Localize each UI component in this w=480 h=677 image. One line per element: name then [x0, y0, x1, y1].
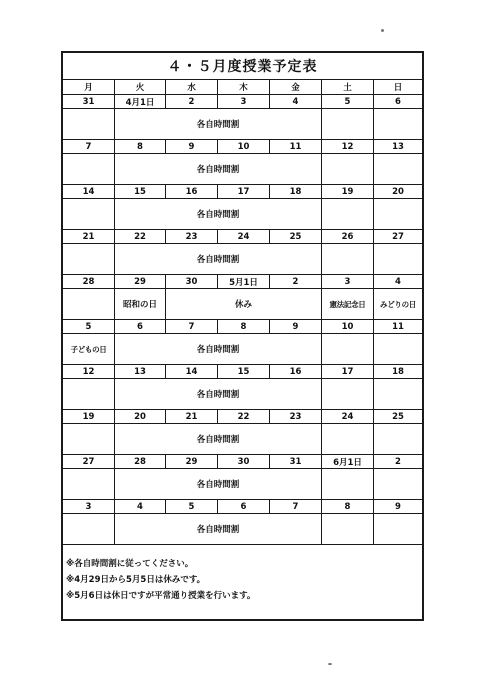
scan-speck: [381, 29, 384, 32]
empty-cell: [374, 154, 422, 184]
date-cell: 25: [270, 230, 322, 243]
date-cell: 4: [115, 500, 166, 513]
date-cell: 24: [322, 410, 374, 423]
date-cell: 13: [392, 141, 404, 152]
page-title: ４・５月度授業予定表: [63, 53, 422, 80]
date-cell: 28: [115, 455, 166, 468]
date-row: [63, 455, 422, 469]
date-cell: 3: [63, 500, 115, 513]
date-cell: 14: [63, 185, 115, 198]
date-cell: 5: [322, 95, 374, 108]
date-cell: 25: [392, 411, 404, 422]
weekday-label: 土: [322, 80, 374, 94]
empty-cell: [63, 109, 115, 139]
event-row: [63, 469, 422, 500]
empty-cell: [322, 424, 374, 454]
date-cell: 24: [218, 230, 270, 243]
schedule-sheet: [61, 51, 424, 621]
empty-cell: [374, 244, 422, 274]
date-cell: 15: [115, 185, 166, 198]
event-row: [63, 154, 422, 185]
class-schedule-cell: 各自時間割: [115, 109, 322, 139]
empty-cell: [63, 199, 115, 229]
date-cell: 31: [270, 455, 322, 468]
date-cell: 8: [218, 320, 270, 333]
event-row: [63, 244, 422, 275]
date-cell: 6: [218, 500, 270, 513]
empty-cell: [322, 514, 374, 544]
event-row: [63, 379, 422, 410]
date-cell: 14: [166, 365, 218, 378]
empty-cell: [322, 244, 374, 274]
empty-cell: [322, 154, 374, 184]
date-cell: 5月1日: [218, 275, 270, 288]
empty-cell: [63, 469, 115, 499]
empty-cell: [63, 289, 115, 319]
date-cell: 21: [166, 410, 218, 423]
class-schedule-cell: 各自時間割: [115, 424, 322, 454]
date-cell: 19: [322, 185, 374, 198]
empty-cell: [374, 424, 422, 454]
date-cell: 22: [218, 410, 270, 423]
event-row: [63, 109, 422, 140]
date-cell: 18: [270, 185, 322, 198]
date-row: [63, 185, 422, 199]
holiday-cell: 子どもの日: [63, 334, 115, 364]
date-cell: 23: [270, 410, 322, 423]
event-row: [63, 424, 422, 455]
class-schedule-cell: 休み: [166, 289, 322, 319]
holiday-cell: みどりの日: [380, 299, 416, 309]
date-cell: 8: [115, 140, 166, 153]
class-schedule-cell: 各自時間割: [115, 379, 322, 409]
date-cell: 20: [115, 410, 166, 423]
date-cell: 17: [218, 185, 270, 198]
empty-cell: [374, 334, 422, 364]
empty-cell: [63, 244, 115, 274]
date-cell: 8: [322, 500, 374, 513]
date-cell: 3: [322, 275, 374, 288]
empty-cell: [374, 469, 422, 499]
class-schedule-cell: 各自時間割: [115, 334, 322, 364]
date-cell: 6: [395, 96, 401, 107]
empty-cell: [322, 379, 374, 409]
date-row: [63, 500, 422, 514]
date-cell: 29: [166, 455, 218, 468]
date-cell: 5: [63, 320, 115, 333]
weekday-label: 月: [63, 80, 115, 94]
notes-section: [66, 556, 419, 604]
date-cell: 11: [392, 321, 404, 332]
empty-cell: [374, 514, 422, 544]
empty-cell: [63, 154, 115, 184]
class-schedule-cell: 各自時間割: [115, 469, 322, 499]
weekday-label: 木: [218, 80, 270, 94]
class-schedule-cell: 各自時間割: [115, 154, 322, 184]
date-cell: 9: [395, 501, 401, 512]
date-cell: 22: [115, 230, 166, 243]
scan-speck: [328, 663, 332, 665]
empty-cell: [374, 199, 422, 229]
date-cell: 18: [392, 366, 404, 377]
empty-cell: [374, 379, 422, 409]
empty-cell: [322, 199, 374, 229]
class-schedule-cell: 各自時間割: [115, 514, 322, 544]
event-row: [63, 514, 422, 545]
date-cell: 4: [270, 95, 322, 108]
date-cell: 27: [63, 455, 115, 468]
empty-cell: [322, 334, 374, 364]
event-row: [63, 289, 422, 320]
date-cell: 21: [63, 230, 115, 243]
date-cell: 12: [63, 365, 115, 378]
date-cell: 7: [166, 320, 218, 333]
holiday-cell: 昭和の日: [115, 289, 166, 319]
date-cell: 10: [218, 140, 270, 153]
date-row: [63, 230, 422, 244]
date-cell: 28: [63, 275, 115, 288]
class-schedule-cell: 各自時間割: [115, 199, 322, 229]
date-row: [63, 365, 422, 379]
empty-cell: [374, 109, 422, 139]
date-cell: 20: [392, 186, 404, 197]
date-cell: 4: [395, 276, 401, 287]
date-cell: 4月1日: [115, 95, 166, 108]
note-line: ※5月6日は休日ですが平常通り授業を行います。: [66, 591, 256, 601]
empty-cell: [322, 469, 374, 499]
date-cell: 2: [166, 95, 218, 108]
date-cell: 29: [115, 275, 166, 288]
date-row: [63, 410, 422, 424]
date-cell: 12: [322, 140, 374, 153]
date-cell: 17: [322, 365, 374, 378]
note-line: ※各自時間割に従ってください。: [66, 559, 194, 569]
date-cell: 13: [115, 365, 166, 378]
date-row: [63, 140, 422, 154]
weekday-label: 水: [166, 80, 218, 94]
weekday-label: 日: [393, 83, 403, 93]
date-cell: 6: [115, 320, 166, 333]
empty-cell: [63, 424, 115, 454]
date-cell: 26: [322, 230, 374, 243]
date-cell: 5: [166, 500, 218, 513]
date-cell: 9: [270, 320, 322, 333]
date-cell: 7: [63, 140, 115, 153]
date-cell: 30: [166, 275, 218, 288]
date-row: [63, 95, 422, 109]
weekday-label: 金: [270, 80, 322, 94]
date-cell: 19: [63, 410, 115, 423]
date-row: [63, 275, 422, 289]
date-row: [63, 320, 422, 334]
date-cell: 6月1日: [322, 455, 374, 468]
weekday-header-row: [63, 80, 422, 95]
date-cell: 31: [63, 95, 115, 108]
date-cell: 23: [166, 230, 218, 243]
date-cell: 15: [218, 365, 270, 378]
weekday-label: 火: [115, 80, 166, 94]
empty-cell: [63, 514, 115, 544]
class-schedule-cell: 各自時間割: [115, 244, 322, 274]
date-cell: 3: [218, 95, 270, 108]
date-cell: 7: [270, 500, 322, 513]
event-row: [63, 199, 422, 230]
note-line: ※4月29日から5月5日は休みです。: [66, 575, 206, 585]
date-cell: 2: [270, 275, 322, 288]
date-cell: 16: [166, 185, 218, 198]
date-cell: 27: [392, 231, 404, 242]
date-cell: 11: [270, 140, 322, 153]
date-cell: 10: [322, 320, 374, 333]
date-cell: 30: [218, 455, 270, 468]
empty-cell: [63, 379, 115, 409]
empty-cell: [322, 109, 374, 139]
holiday-cell: 憲法記念日: [322, 289, 374, 319]
date-cell: 9: [166, 140, 218, 153]
date-cell: 16: [270, 365, 322, 378]
date-cell: 2: [395, 456, 401, 467]
event-row: [63, 334, 422, 365]
